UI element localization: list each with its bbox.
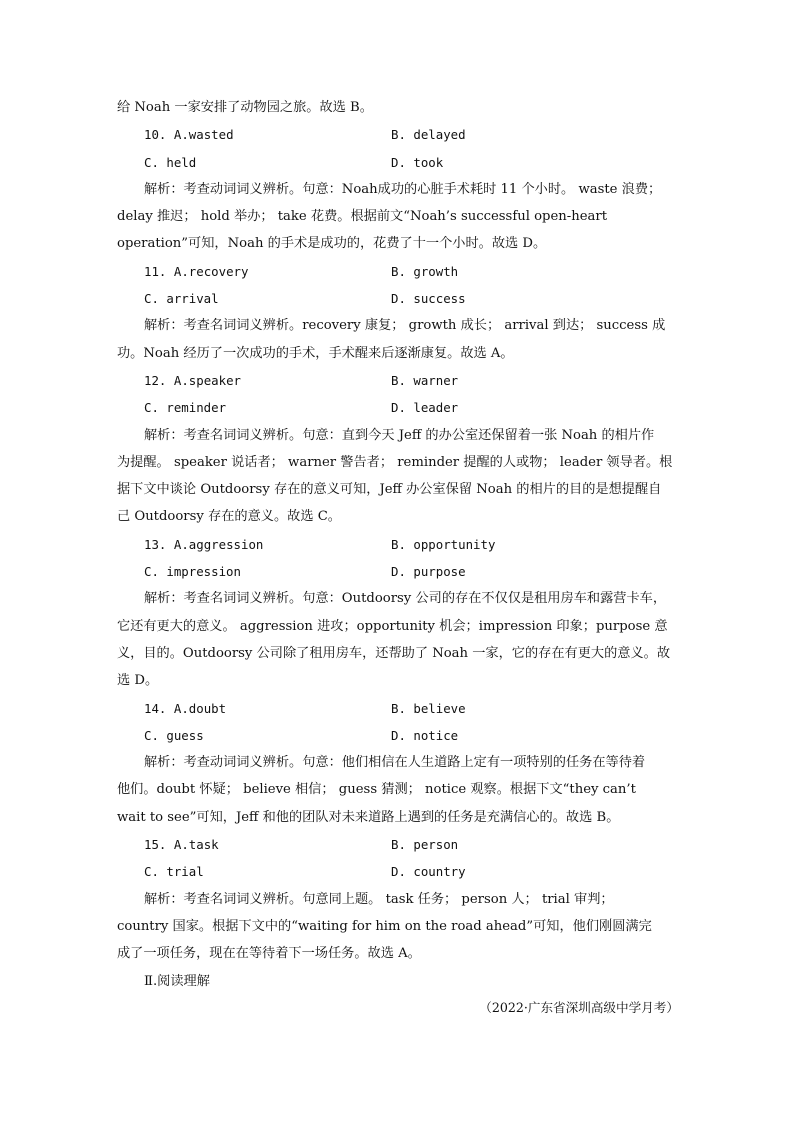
question-number: 14. — [144, 700, 167, 716]
options-row-ab — [117, 121, 679, 148]
options-row-cd — [117, 858, 679, 885]
option-d: D. leader — [391, 400, 459, 416]
option-b: B. growth — [391, 263, 459, 279]
option-c: C. arrival — [144, 291, 219, 307]
analysis-line: 解析：考查名词词义辨析。recovery 康复； growth 成长； arrival 到达； success 成 — [144, 318, 666, 334]
option-a-text: A.recovery — [173, 263, 249, 279]
option-c: C. guess — [144, 727, 204, 743]
option-a-text: A.task — [173, 837, 219, 853]
options-row-ab — [117, 258, 679, 285]
analysis-line: 为提醒。 speaker 说话者； warner 警告者； reminder 提醒的人或物； leader 领导者。根 — [117, 454, 673, 470]
question-item — [117, 831, 679, 967]
option-c: C. impression — [144, 564, 241, 580]
option-b: B. warner — [391, 372, 459, 388]
option-a-text: A.wasted — [173, 127, 234, 143]
option-a-text: A.aggression — [173, 536, 264, 552]
options-row-cd — [117, 722, 679, 749]
question-item — [117, 695, 679, 831]
options-row-ab — [117, 831, 679, 858]
option-c: C. reminder — [144, 400, 227, 416]
option-a — [144, 531, 391, 558]
question-number: 11. — [144, 263, 167, 279]
analysis-line: 义，目的。Outdoorsy 公司除了租用房车，还帮助了 Noah 一家，它的存在有更大的意义。故 — [117, 645, 671, 661]
analysis-line: 据下文中谈论 Outdoorsy 存在的意义可知，Jeff 办公室保留 Noah 的相片的目的是想提醒自 — [117, 482, 662, 498]
option-d: D. notice — [391, 727, 459, 743]
analysis-line: 己 Outdoorsy 存在的意义。故选 C。 — [117, 509, 341, 525]
analysis-line: wait to see”可知，Jeff 和他的团队对未来道路上遇到的任务是充满信心的。故选 B。 — [117, 809, 620, 825]
analysis-line: delay 推迟； hold 举办； take 花费。根据前文“Noah’s successful open-heart — [117, 209, 608, 225]
options-row-ab — [117, 531, 679, 558]
analysis-line: 解析：考查名词词义辨析。句意同上题。 task 任务； person 人； trial 审判； — [144, 891, 614, 907]
option-d: D. country — [391, 864, 466, 880]
source-note: （2022·广东省深圳高级中学月考） — [479, 999, 679, 1015]
option-d: D. purpose — [391, 564, 466, 580]
question-number: 15. — [144, 837, 167, 853]
question-number: 13. — [144, 536, 167, 552]
question-item — [117, 258, 679, 367]
intro-line: 给 Noah 一家安排了动物园之旅。故选 B。 — [117, 100, 373, 115]
analysis-line: 解析：考查动词词义辨析。句意：Noah成功的心脏手术耗时 11 个小时。 waste 浪费； — [144, 181, 662, 197]
option-a — [144, 695, 391, 722]
option-a-text: A.speaker — [173, 372, 241, 388]
document-page — [117, 94, 679, 1021]
options-row-cd — [117, 285, 679, 312]
question-item — [117, 367, 679, 531]
analysis-line: 选 D。 — [117, 673, 159, 689]
question-number: 10. — [144, 127, 167, 143]
analysis-line: country 国家。根据下文中的“waiting for him on the road ahead”可知，他们刚圆满完 — [117, 918, 652, 934]
option-a — [144, 258, 391, 285]
option-a — [144, 121, 391, 148]
option-d: D. success — [391, 291, 466, 307]
analysis-line: 他们。doubt 怀疑； believe 相信； guess 猜测； notice 观察。根据下文“they can’t — [117, 782, 636, 798]
section-heading: Ⅱ.阅读理解 — [144, 973, 210, 989]
question-item — [117, 121, 679, 257]
options-row-ab — [117, 367, 679, 394]
question-item — [117, 531, 679, 695]
option-a — [144, 367, 391, 394]
options-row-ab — [117, 695, 679, 722]
option-b: B. opportunity — [391, 536, 496, 552]
analysis-line: operation”可知，Noah 的手术是成功的，花费了十一个小时。故选 D。 — [117, 236, 547, 252]
analysis-line: 解析：考查名词词义辨析。句意：直到今天 Jeff 的办公室还保留着一张 Noah 的相片作 — [144, 427, 655, 443]
analysis-line: 解析：考查动词词义辨析。句意：他们相信在人生道路上定有一项特别的任务在等待着 — [144, 755, 646, 771]
analysis-line: 功。Noah 经历了一次成功的手术，手术醒来后逐渐康复。故选 A。 — [117, 345, 514, 361]
analysis-line: 成了一项任务，现在在等待着下一场任务。故选 A。 — [117, 946, 421, 962]
answer-items — [117, 121, 679, 967]
analysis-line: 它还有更大的意义。 aggression 进攻；opportunity 机会；impression 印象；purpose 意 — [117, 618, 668, 634]
options-row-cd — [117, 394, 679, 421]
option-c: C. held — [144, 154, 197, 170]
options-row-cd — [117, 558, 679, 585]
option-d: D. took — [391, 154, 444, 170]
option-b: B. delayed — [391, 127, 466, 143]
question-number: 12. — [144, 372, 167, 388]
option-b: B. believe — [391, 700, 466, 716]
analysis-line: 解析：考查名词词义辨析。句意：Outdoorsy 公司的存在不仅仅是租用房车和露营卡车， — [144, 591, 667, 607]
option-a — [144, 831, 391, 858]
option-b: B. person — [391, 837, 459, 853]
option-a-text: A.doubt — [173, 700, 227, 716]
options-row-cd — [117, 149, 679, 176]
option-c: C. trial — [144, 864, 204, 880]
